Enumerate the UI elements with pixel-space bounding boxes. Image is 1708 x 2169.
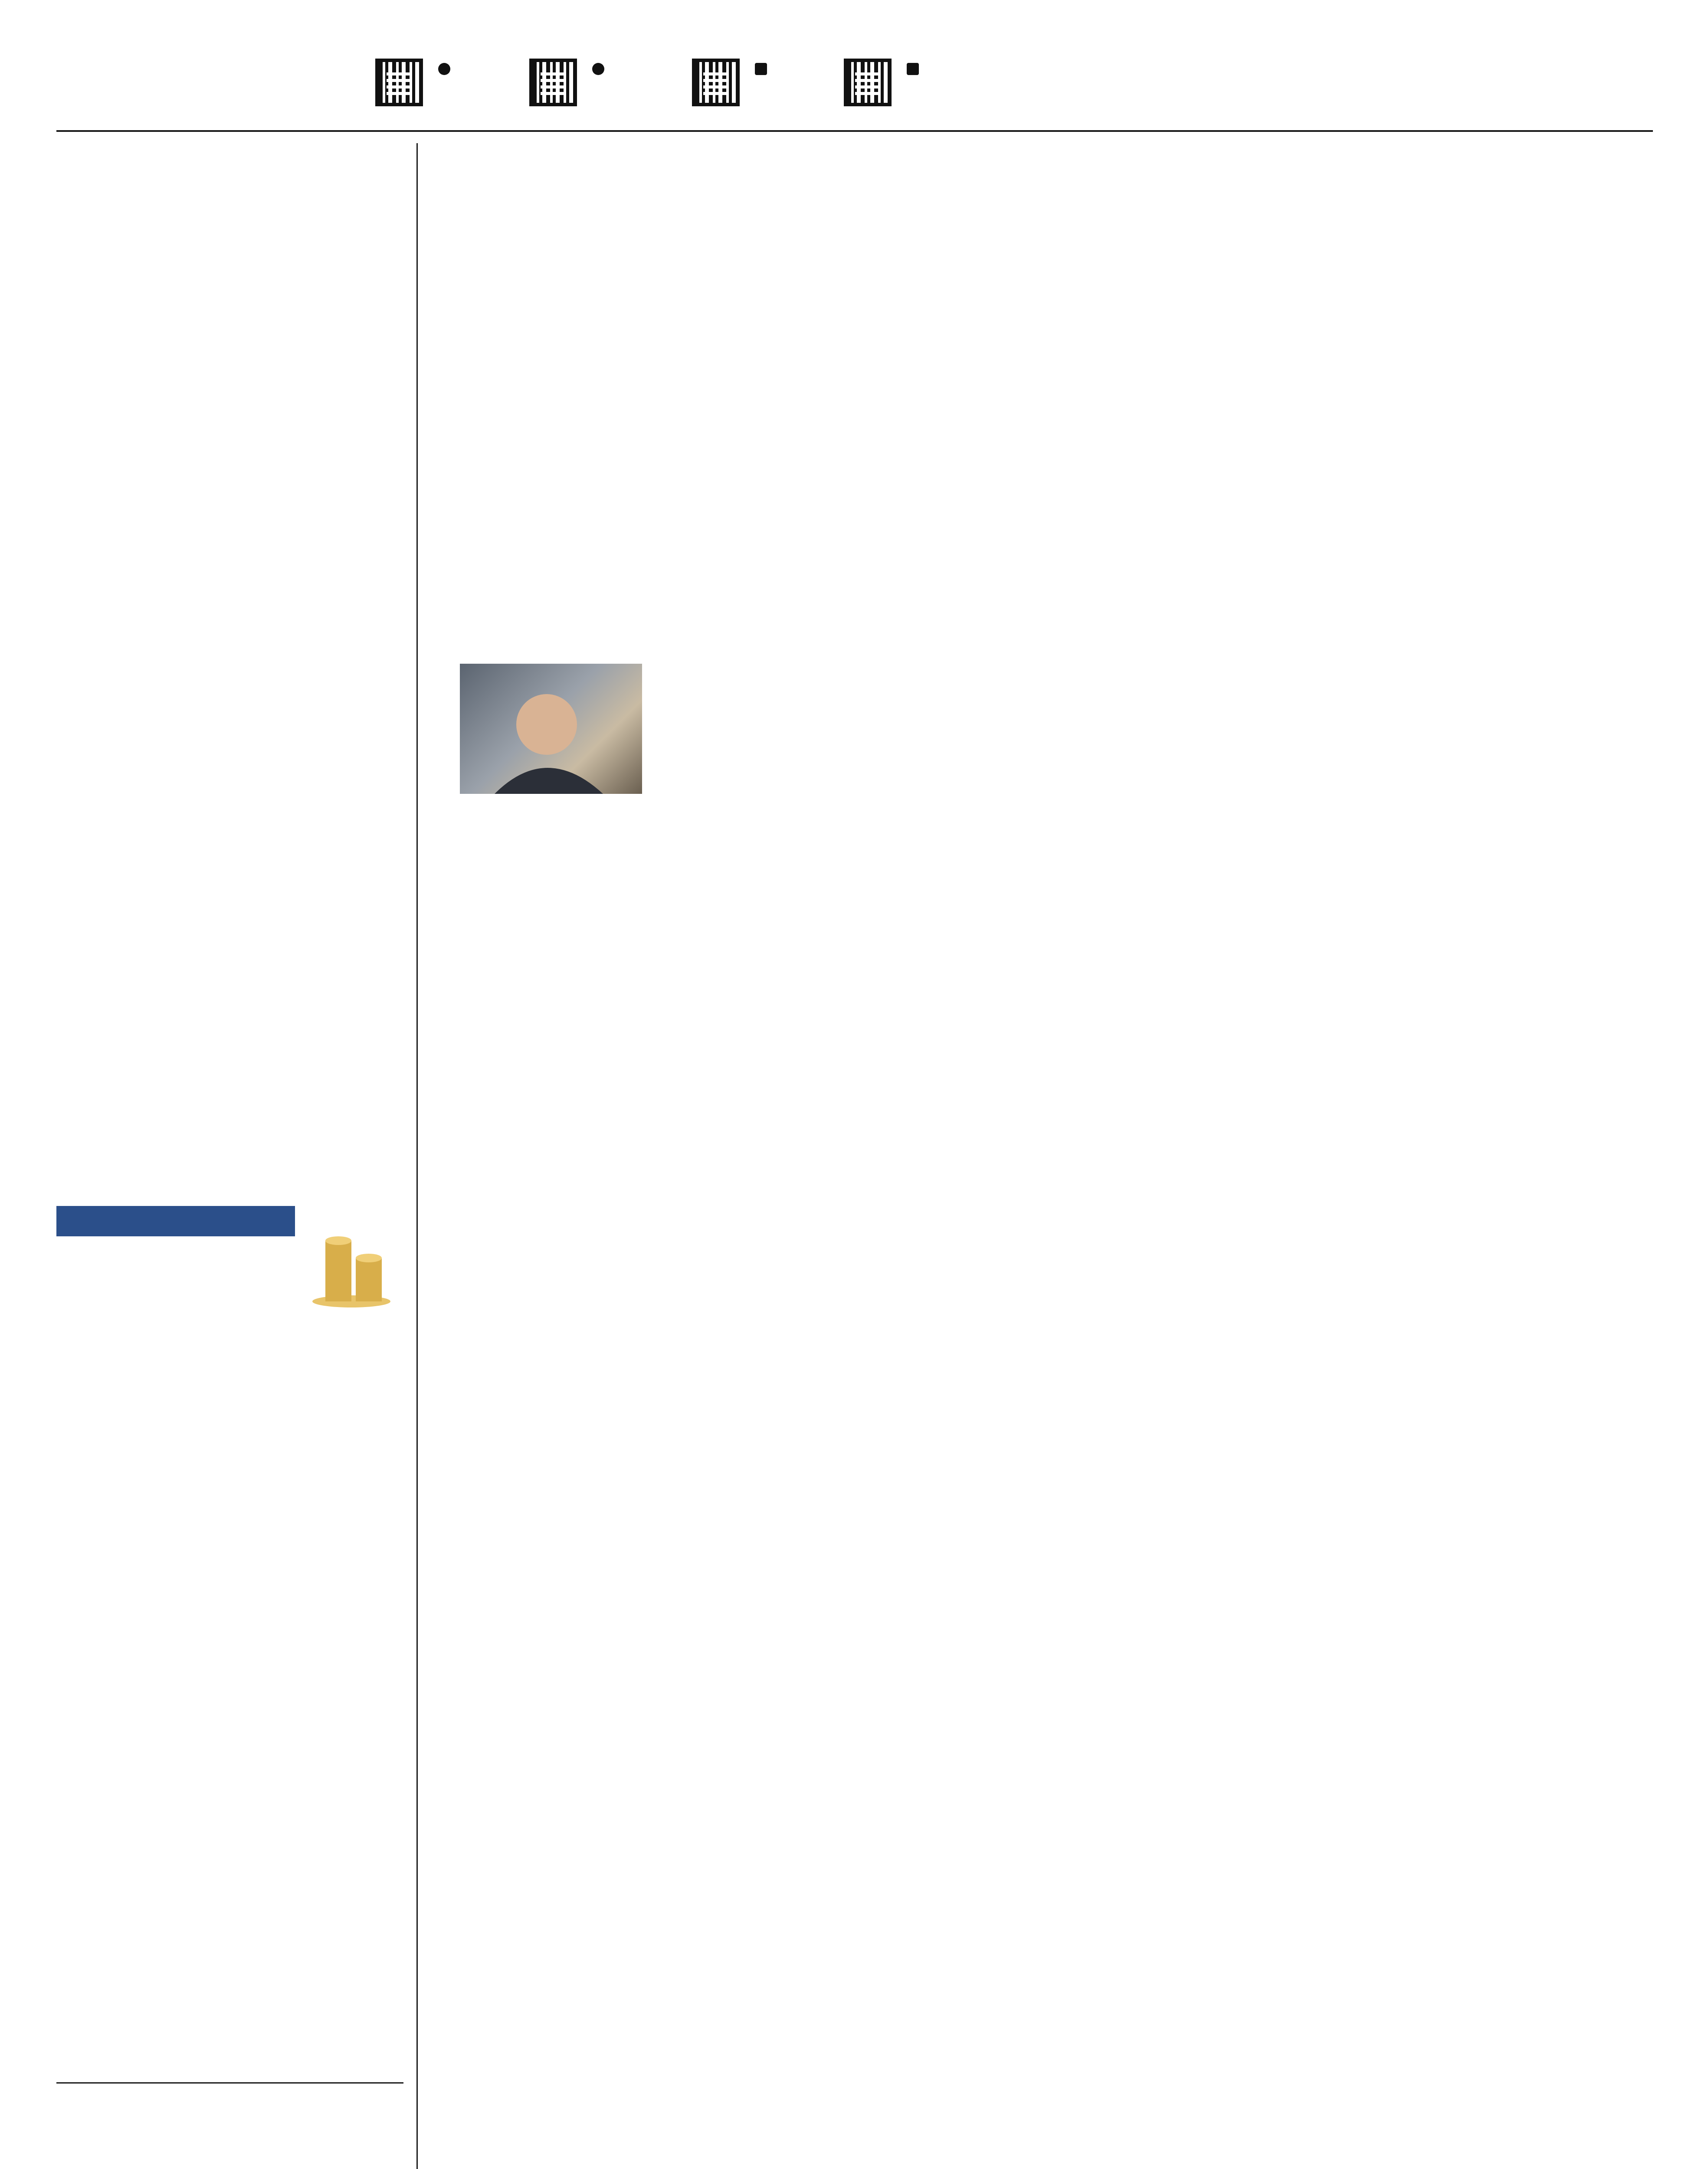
coins-icon	[308, 1223, 399, 1310]
center-article-header	[460, 143, 1241, 147]
social-telegram[interactable]	[592, 63, 604, 77]
col-sum-header	[161, 1206, 295, 1236]
person-icon	[460, 664, 642, 794]
col-rate-header	[56, 1206, 161, 1236]
social-dzen[interactable]	[438, 63, 450, 77]
article-body-cont	[56, 1358, 403, 2069]
social-ok[interactable]	[907, 63, 919, 77]
qr-code-vk[interactable]	[692, 59, 740, 106]
portrait-photo-1	[460, 664, 642, 794]
qr-code-dzen[interactable]	[375, 59, 423, 106]
qr-code-ok[interactable]	[844, 59, 892, 106]
telegram-icon	[592, 63, 604, 75]
masthead	[0, 0, 1708, 130]
dzen-icon	[438, 63, 450, 75]
ndfl-infobox	[56, 1171, 403, 1345]
left-article-header	[56, 152, 403, 156]
column-rule-left	[416, 143, 418, 2169]
masthead-rule	[56, 130, 1653, 132]
coins-illustration	[308, 1223, 399, 1310]
article-col-1	[460, 347, 620, 655]
left-section-rule	[56, 2082, 403, 2084]
byline	[460, 308, 616, 324]
vk-icon	[755, 63, 767, 75]
social-vk[interactable]	[755, 63, 767, 77]
qr-code-telegram[interactable]	[529, 59, 577, 106]
odnoklassniki-icon	[907, 63, 919, 75]
article-body	[56, 369, 403, 1171]
